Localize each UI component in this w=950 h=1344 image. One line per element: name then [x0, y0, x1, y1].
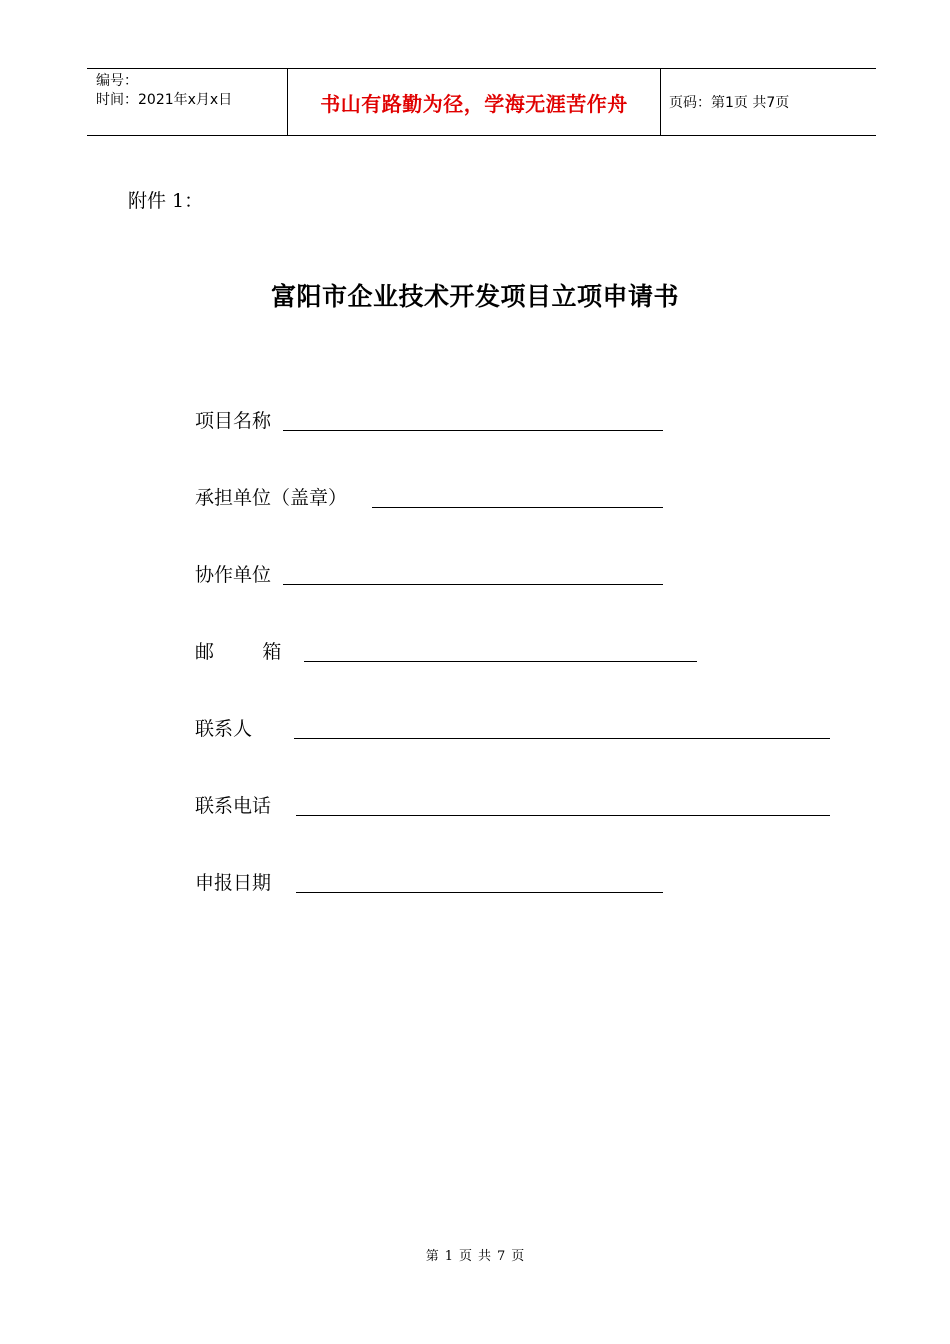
header-meta	[87, 69, 288, 135]
field-contact-person	[195, 714, 252, 744]
field-project-name	[195, 406, 271, 436]
field-label: 申报日期	[195, 872, 272, 894]
field-contact-phone	[195, 791, 271, 821]
fill-in-line[interactable]	[283, 584, 663, 585]
fill-in-line[interactable]	[304, 661, 697, 662]
footer-total-word: 共	[478, 1249, 492, 1264]
page-header	[87, 68, 876, 136]
header-motto: 书山有路勤为径，学海无涯苦作舟	[288, 69, 661, 135]
field-application-date	[195, 868, 271, 898]
footer-page-word: 第	[425, 1249, 439, 1264]
field-label: 邮 箱	[195, 641, 282, 663]
document-title: 富阳市企业技术开发项目立项申请书	[270, 282, 679, 311]
field-email	[195, 637, 281, 667]
fill-in-line[interactable]	[294, 738, 830, 739]
document-number-label: 编号：	[96, 73, 138, 89]
footer-total-number: 7	[497, 1249, 506, 1264]
fill-in-line[interactable]	[283, 430, 663, 431]
footer-total-unit: 页	[511, 1249, 525, 1264]
footer-page-unit: 页	[458, 1249, 472, 1264]
header-page-info: 页码：第1页 共7页	[669, 95, 790, 111]
field-label: 联系人	[195, 718, 253, 740]
field-label: 承担单位（盖章）	[195, 487, 348, 509]
field-label: 联系电话	[195, 795, 272, 817]
field-label: 协作单位	[195, 564, 272, 586]
footer-page-number: 1	[444, 1249, 453, 1264]
field-undertaking-unit	[195, 483, 347, 513]
page-footer	[0, 1245, 950, 1264]
fill-in-line[interactable]	[296, 892, 663, 893]
field-cooperating-unit	[195, 560, 271, 590]
attachment-label: 附件 1：	[128, 190, 204, 212]
field-label: 项目名称	[195, 410, 272, 432]
fill-in-line[interactable]	[296, 815, 830, 816]
fill-in-line[interactable]	[372, 507, 663, 508]
document-time-label: 时间：2021年x月x日	[96, 92, 233, 108]
